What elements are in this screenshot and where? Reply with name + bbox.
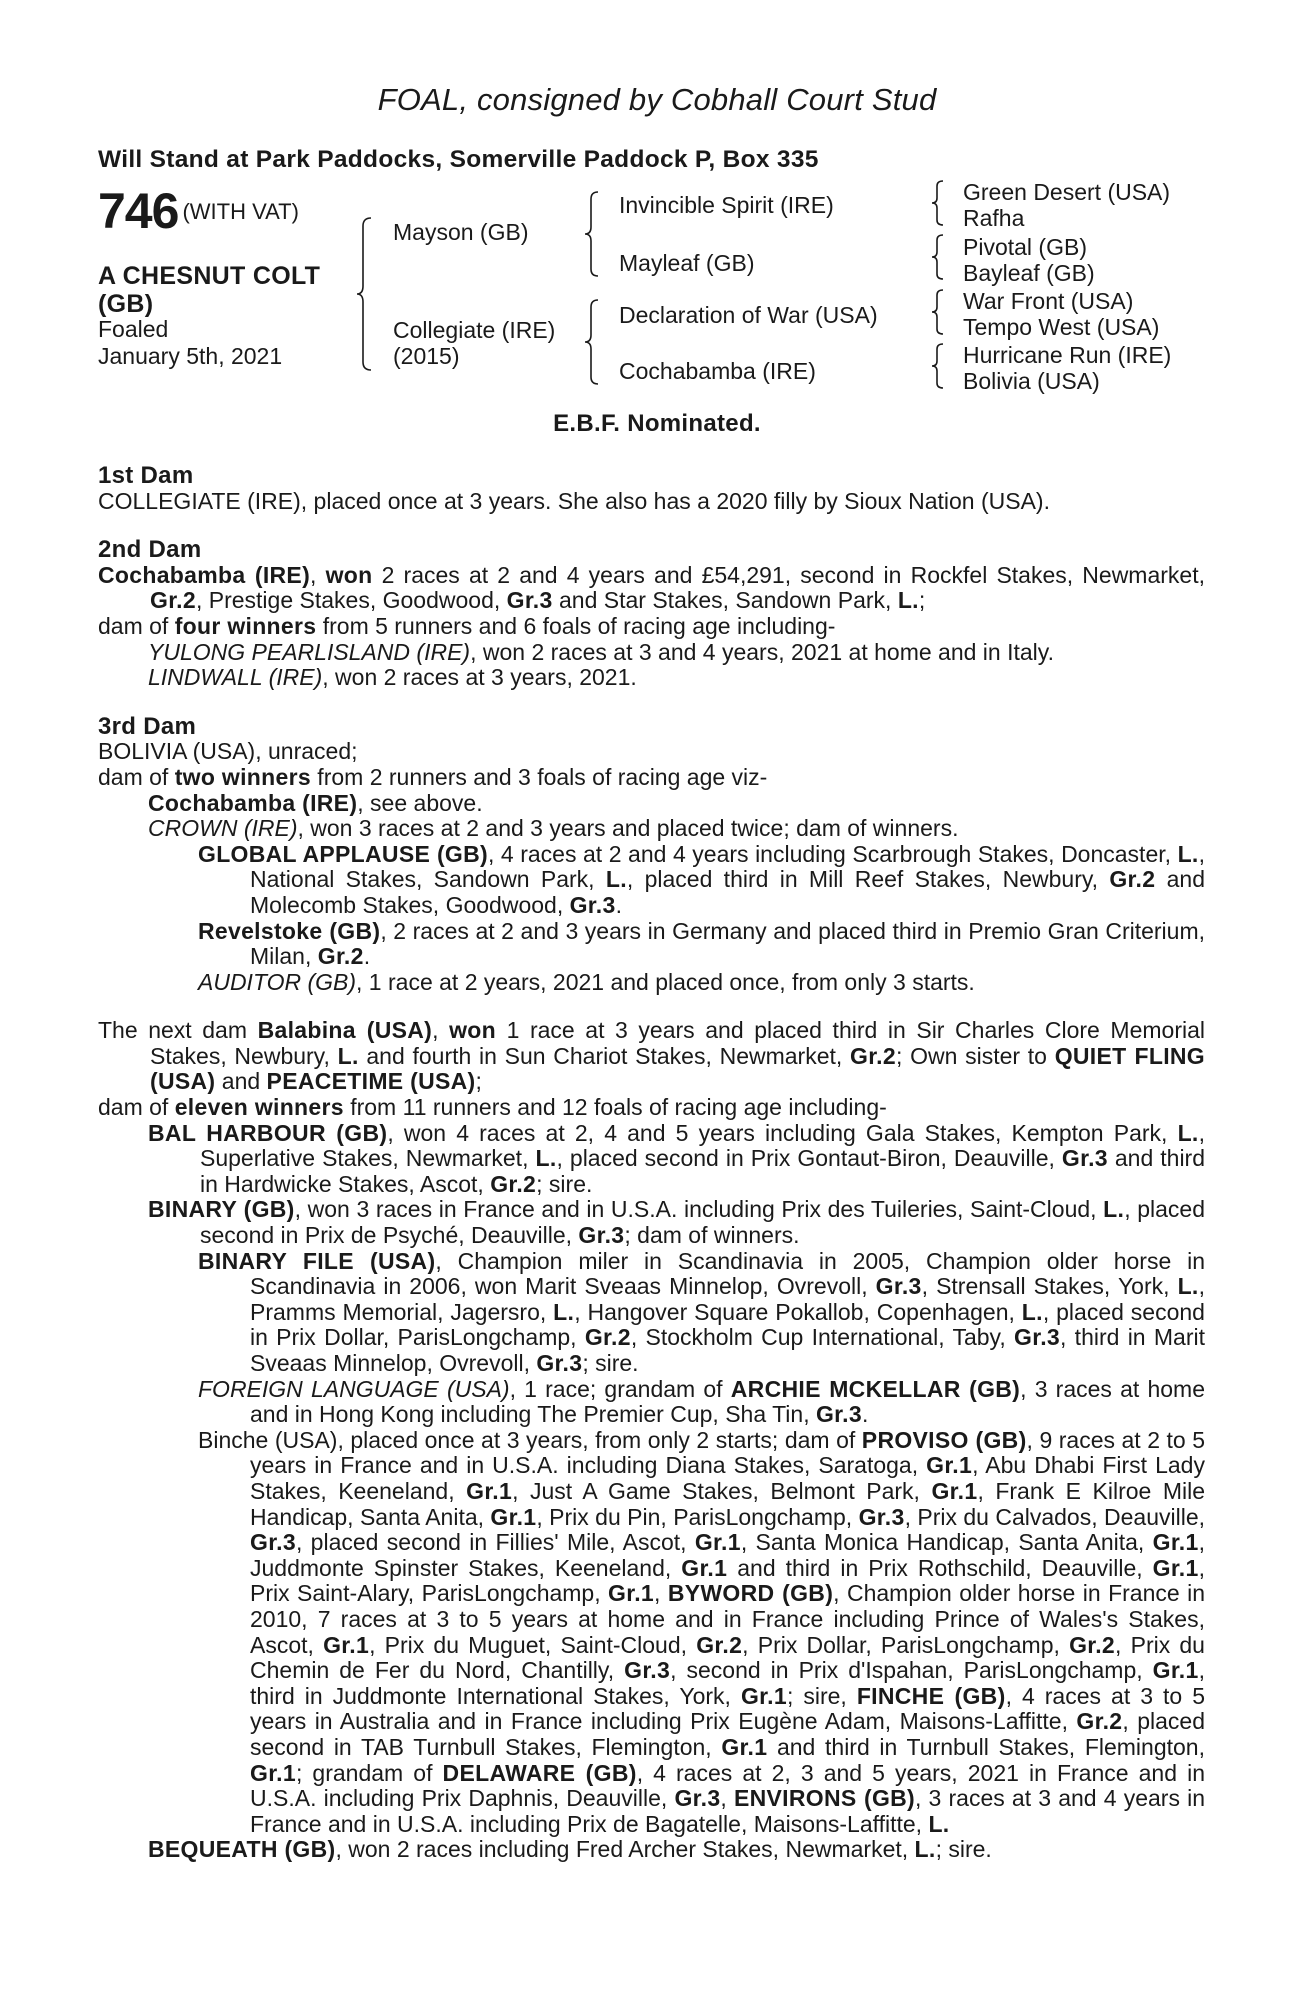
text: , placed second in Prix Dollar, ParisLongchamp, bbox=[250, 1298, 1205, 1351]
pedigree-dam-dam: Cochabamba (IRE) bbox=[619, 358, 816, 384]
pedigree-dam-sire: Declaration of War (USA) bbox=[619, 302, 878, 328]
grade: L. bbox=[1177, 840, 1199, 867]
text: ; bbox=[918, 587, 926, 614]
grade: L. bbox=[1177, 1119, 1199, 1146]
horse-name: LINDWALL (IRE) bbox=[148, 664, 323, 691]
winners-count: two winners bbox=[174, 763, 311, 790]
text: , 4 races at 2 and 4 years including Scarbrough Stakes, Doncaster, bbox=[487, 840, 1178, 867]
foaling-info bbox=[98, 316, 282, 370]
text: , Juddmonte Spinster Stakes, Keeneland, bbox=[250, 1529, 1205, 1581]
grade: Gr.1 bbox=[721, 1733, 768, 1760]
pedigree-sss: Green Desert (USA) bbox=[963, 179, 1171, 205]
grade: L. bbox=[605, 866, 627, 893]
grade: Gr.2 bbox=[850, 1042, 896, 1069]
text: from 5 runners and 6 foals of racing age including- bbox=[316, 612, 836, 639]
text: , Prestige Stakes, Goodwood, bbox=[195, 587, 507, 614]
text: , placed second in TAB Turnbull Stakes, Flemington, bbox=[250, 1708, 1205, 1760]
text: and bbox=[215, 1068, 267, 1095]
won-label: won bbox=[449, 1017, 496, 1044]
horse-name: Revelstoke (GB) bbox=[198, 917, 381, 944]
horse-description bbox=[98, 262, 320, 318]
grade: L. bbox=[1103, 1196, 1125, 1223]
text: dam of bbox=[98, 1094, 175, 1121]
pedigree-brace-sire bbox=[584, 190, 602, 278]
produce-entry bbox=[98, 919, 1205, 970]
text: , 2 races at 2 and 3 years in Germany and placed third in Premio Gran Criterium, Milan, bbox=[250, 917, 1206, 970]
second-dam-record: Cochabamba (IRE), won 2 races at 2 and 4 years and £54,291, second in Rockfel Stakes, Newmarket, Gr.2, Prestige Stakes, Goodwood, Gr.3 and Star Stakes, Sandown Park, L.; bbox=[98, 561, 1205, 614]
text: , Santa Monica Handicap, Santa Anita, bbox=[740, 1529, 1153, 1556]
pedigree-dam-year: (2015) bbox=[393, 343, 460, 369]
grade: Gr.1 bbox=[1152, 1657, 1199, 1684]
horse-sex: A CHESNUT COLT bbox=[98, 262, 321, 290]
text: , placed second in Prix Gontaut-Biron, Deauville, bbox=[556, 1145, 1062, 1172]
text: , 4 races at 2, 3 and 5 years, 2021 in France and in U.S.A. including Prix Daphnis, Deauville, bbox=[250, 1759, 1205, 1812]
text: ; sire, bbox=[786, 1682, 857, 1709]
produce-entry bbox=[98, 1197, 1205, 1248]
text: , won 2 races at 3 and 4 years, 2021 at home and in Italy. bbox=[470, 638, 1054, 665]
text: , National Stakes, Sandown Park, bbox=[250, 840, 1205, 893]
grade: Gr.1 bbox=[1152, 1529, 1199, 1556]
grade: Gr.3 bbox=[506, 587, 553, 614]
text: , Just A Game Stakes, Belmont Park, bbox=[512, 1477, 932, 1504]
horse-name: QUIET FLING (USA) bbox=[150, 1042, 1205, 1095]
grade: Gr.3 bbox=[674, 1785, 721, 1812]
pedigree-brace-dd bbox=[931, 342, 947, 390]
produce-entry bbox=[98, 1377, 1205, 1428]
text: ; dam of winners. bbox=[624, 1222, 800, 1249]
text: , won 2 races including Fred Archer Stakes, Newmarket, bbox=[335, 1836, 915, 1863]
text: , 1 race at 2 years, 2021 and placed once, from only 3 starts. bbox=[356, 968, 975, 995]
grade: L. bbox=[337, 1042, 359, 1069]
pedigree-sds: Pivotal (GB) bbox=[963, 234, 1087, 260]
text: ; sire. bbox=[536, 1170, 593, 1197]
text: and third in Turnbull Stakes, Flemington, bbox=[767, 1733, 1205, 1760]
text: dam of bbox=[98, 612, 175, 639]
text: from 2 runners and 3 foals of racing age viz- bbox=[310, 763, 768, 790]
horse-name: Cochabamba (IRE) bbox=[148, 789, 358, 816]
text: , 1 race; grandam of bbox=[509, 1375, 731, 1402]
vat-note: (WITH VAT) bbox=[182, 199, 299, 224]
horse-name: BINARY (GB) bbox=[148, 1196, 295, 1223]
pedigree-sire-sire: Invincible Spirit (IRE) bbox=[619, 192, 834, 218]
text: , won 4 races at 2, 4 and 5 years including Gala Stakes, Kempton Park, bbox=[387, 1119, 1178, 1146]
grade: Gr.1 bbox=[681, 1554, 728, 1581]
third-dam-produce bbox=[98, 765, 1205, 791]
grade: Gr.3 bbox=[1061, 1145, 1108, 1172]
text: , placed second in Fillies' Mile, Ascot, bbox=[295, 1529, 695, 1556]
horse-name: ENVIRONS (GB) bbox=[733, 1785, 915, 1812]
text: , 3 races at 3 and 4 years in France and in U.S.A. including Prix de Bagatelle, Maisons-Laffitte, bbox=[250, 1785, 1206, 1837]
text: , 4 races at 3 to 5 years in Australia and in France including Prix Eugène Adam, Maisons-Laffitte, bbox=[250, 1682, 1206, 1735]
pedigree-brace-gen1 bbox=[356, 216, 376, 372]
text: , second in Prix d'Ispahan, ParisLongchamp, bbox=[670, 1657, 1153, 1684]
grade: Gr.1 bbox=[740, 1682, 787, 1709]
horse-name: GLOBAL APPLAUSE (GB) bbox=[198, 840, 488, 867]
text: and fourth in Sun Chariot Stakes, Newmarket, bbox=[358, 1042, 850, 1069]
text: , Stockholm Cup International, Taby, bbox=[630, 1324, 1015, 1351]
grade: Gr.1 bbox=[608, 1580, 655, 1607]
text: , 9 races at 2 to 5 years in France and in U.S.A. including Diana Stakes, Saratoga, bbox=[250, 1426, 1205, 1479]
text: , third in Juddmonte International Stakes, York, bbox=[250, 1657, 1205, 1709]
text: , won 2 races at 3 years, 2021. bbox=[322, 664, 637, 691]
text: . bbox=[861, 1401, 869, 1428]
produce-entry bbox=[98, 842, 1205, 919]
text: , bbox=[432, 1017, 450, 1044]
produce-entry bbox=[98, 1249, 1205, 1377]
text: Binche (USA), placed once at 3 years, from only 2 starts; dam of bbox=[198, 1426, 862, 1453]
horse-name: AUDITOR (GB) bbox=[198, 968, 357, 995]
text: from 11 runners and 12 foals of racing age including- bbox=[343, 1094, 887, 1121]
text: , bbox=[654, 1580, 668, 1607]
grade: Gr.2 bbox=[150, 587, 196, 614]
next-dam-record bbox=[98, 1018, 1205, 1095]
pedigree-brace-ds bbox=[931, 288, 947, 336]
pedigree-dds: Hurricane Run (IRE) bbox=[963, 342, 1172, 368]
pedigree-dsd: Tempo West (USA) bbox=[963, 314, 1160, 340]
text: dam of bbox=[98, 763, 175, 790]
grade: L. bbox=[1177, 1273, 1199, 1300]
grade: Gr.3 bbox=[250, 1529, 296, 1556]
next-dam-section bbox=[98, 1018, 1205, 1863]
produce-entry bbox=[98, 1837, 1205, 1863]
grade: Gr.2 bbox=[584, 1324, 631, 1351]
pedigree-sdd: Bayleaf (GB) bbox=[963, 260, 1095, 286]
grade: Gr.2 bbox=[1076, 1708, 1123, 1735]
horse-name: BEQUEATH (GB) bbox=[148, 1836, 336, 1863]
second-dam-produce bbox=[98, 614, 1205, 640]
grade: Gr.2 bbox=[696, 1631, 743, 1658]
text: , won 3 races in France and in U.S.A. including Prix des Tuileries, Saint-Cloud, bbox=[294, 1196, 1104, 1223]
second-dam-name: Cochabamba (IRE) bbox=[98, 561, 311, 588]
first-dam-text: COLLEGIATE (IRE), placed once at 3 years. She also has a 2020 filly by Sioux Nation (USA). bbox=[98, 487, 1050, 514]
produce-entry bbox=[98, 640, 1205, 666]
first-dam-heading: 1st Dam bbox=[98, 462, 194, 489]
pedigree-sire: Mayson (GB) bbox=[393, 219, 529, 245]
text: and Star Stakes, Sandown Park, bbox=[552, 587, 898, 614]
produce-entry bbox=[98, 1121, 1205, 1198]
text: , won 3 races at 2 and 3 years and placed twice; dam of winners. bbox=[297, 815, 959, 842]
horse-name: BAL HARBOUR (GB) bbox=[148, 1119, 388, 1146]
produce-entry bbox=[98, 1428, 1205, 1838]
text: 2 races at 2 and 4 years and £54,291, second in Rockfel Stakes, Newmarket, bbox=[372, 561, 1205, 588]
text: , Pramms Memorial, Jagersro, bbox=[250, 1273, 1205, 1325]
grade: Gr.1 bbox=[694, 1529, 741, 1556]
grade: Gr.3 bbox=[569, 891, 616, 918]
foaled-date: January 5th, 2021 bbox=[98, 343, 283, 369]
grade: Gr.3 bbox=[536, 1350, 583, 1376]
text: . bbox=[615, 891, 622, 918]
text: and third in Hardwicke Stakes, Ascot, bbox=[200, 1145, 1206, 1197]
text: , Champion older horse in France in 2010, 7 races at 3 to 5 years at home and in France including Prince of Wales's Stakes, Ascot, bbox=[250, 1580, 1205, 1658]
grade: L. bbox=[897, 587, 919, 614]
grade: L. bbox=[535, 1145, 557, 1172]
next-dam-name: Balabina (USA) bbox=[257, 1017, 433, 1044]
text: . bbox=[363, 943, 371, 970]
text: , placed third in Mill Reef Stakes, Newbury, bbox=[626, 866, 1110, 893]
pedigree-brace-dam bbox=[584, 298, 602, 386]
grade: Gr.2 bbox=[490, 1170, 537, 1197]
text: , Prix Saint-Alary, ParisLongchamp, bbox=[250, 1554, 1205, 1607]
text: , bbox=[720, 1785, 734, 1812]
text: , 3 races at home and in Hong Kong including The Premier Cup, Sha Tin, bbox=[250, 1375, 1205, 1428]
text: , see above. bbox=[357, 789, 483, 816]
pedigree-brace-sd bbox=[931, 233, 947, 281]
text: , Prix du Chemin de Fer du Nord, Chantilly, bbox=[250, 1631, 1205, 1684]
text: 1 race at 3 years and placed third in Sir Charles Clore Memorial Stakes, Newbury, bbox=[150, 1017, 1205, 1069]
horse-name: DELAWARE (GB) bbox=[442, 1759, 637, 1786]
grade: L. bbox=[553, 1298, 575, 1325]
first-dam-section bbox=[98, 463, 1205, 514]
text: , third in Marit Sveaas Minnelop, Ovrevoll, bbox=[250, 1324, 1205, 1376]
grade: L. bbox=[928, 1810, 950, 1837]
pedigree-ddd: Bolivia (USA) bbox=[963, 368, 1100, 394]
grade: Gr.1 bbox=[490, 1503, 537, 1530]
lot-number: 746 bbox=[98, 183, 179, 239]
pedigree-ssd: Rafha bbox=[963, 205, 1025, 231]
text: , Superlative Stakes, Newmarket, bbox=[200, 1119, 1205, 1172]
grade: Gr.1 bbox=[466, 1477, 513, 1504]
produce-entry bbox=[98, 970, 1205, 996]
winners-count: four winners bbox=[174, 612, 317, 639]
pedigree-brace-ss bbox=[931, 179, 947, 227]
winners-count: eleven winners bbox=[174, 1094, 344, 1121]
horse-country: (GB) bbox=[98, 290, 154, 318]
foaled-label: Foaled bbox=[98, 316, 169, 342]
won-label: won bbox=[325, 561, 373, 588]
second-dam-heading: 2nd Dam bbox=[98, 536, 202, 564]
horse-name: PROVISO (GB) bbox=[861, 1426, 1027, 1453]
produce-entry bbox=[98, 791, 1205, 817]
grade: Gr.1 bbox=[931, 1477, 978, 1504]
third-dam-section bbox=[98, 714, 1205, 996]
text: ; sire. bbox=[935, 1836, 992, 1863]
text: The next dam bbox=[98, 1017, 258, 1044]
text: , Prix du Pin, ParisLongchamp, bbox=[536, 1503, 859, 1530]
grade: Gr.1 bbox=[323, 1631, 370, 1658]
grade: Gr.1 bbox=[1152, 1554, 1199, 1581]
second-dam-section bbox=[98, 537, 1205, 691]
grade: Gr.2 bbox=[1109, 866, 1156, 893]
text: , Champion miler in Scandinavia in 2005, Champion older horse in Scandinavia in 2006, won Marit Sveaas Minnelop, Ovrevoll, bbox=[250, 1247, 1205, 1300]
text: , placed second in Prix de Psyché, Deauville, bbox=[200, 1196, 1205, 1249]
grade: Gr.3 bbox=[815, 1401, 862, 1428]
grade: Gr.3 bbox=[858, 1503, 905, 1530]
text: and Molecomb Stakes, Goodwood, bbox=[250, 866, 1205, 918]
pedigree-dam: Collegiate (IRE) bbox=[393, 317, 556, 343]
text: and third in Prix Rothschild, Deauville, bbox=[727, 1554, 1153, 1581]
text: ; bbox=[475, 1068, 482, 1095]
pedigree-dss: War Front (USA) bbox=[963, 288, 1134, 314]
grade: Gr.3 bbox=[578, 1222, 625, 1249]
ebf-nomination: E.B.F. Nominated. bbox=[553, 410, 761, 437]
lot-header bbox=[98, 182, 299, 240]
horse-name: PEACETIME (USA) bbox=[266, 1068, 476, 1095]
horse-name: CROWN (IRE) bbox=[148, 815, 298, 842]
text: ; Own sister to bbox=[895, 1042, 1055, 1069]
grade: Gr.3 bbox=[624, 1657, 671, 1684]
pedigree-sire-dam: Mayleaf (GB) bbox=[619, 250, 755, 276]
next-dam-produce bbox=[98, 1095, 1205, 1121]
text: , Prix Dollar, ParisLongchamp, bbox=[742, 1631, 1070, 1658]
grade: Gr.2 bbox=[317, 943, 364, 970]
text: ; sire. bbox=[582, 1350, 639, 1376]
stand-location: Will Stand at Park Paddocks, Somerville Paddock P, Box 335 bbox=[98, 146, 819, 173]
produce-entry bbox=[98, 816, 1205, 842]
third-dam-record: BOLIVIA (USA), unraced; bbox=[98, 738, 358, 765]
grade: Gr.3 bbox=[875, 1273, 922, 1300]
text: , Abu Dhabi First Lady Stakes, Keeneland, bbox=[250, 1452, 1205, 1504]
grade: L. bbox=[1021, 1298, 1043, 1325]
text: , Frank E Kilroe Mile Handicap, Santa Anita, bbox=[250, 1477, 1205, 1530]
consignor-line: FOAL, consigned by Cobhall Court Stud bbox=[377, 82, 937, 117]
produce-record bbox=[98, 463, 1205, 1863]
horse-name: FOREIGN LANGUAGE (USA) bbox=[198, 1375, 510, 1402]
text: , Prix du Calvados, Deauville, bbox=[904, 1503, 1206, 1530]
horse-name: FINCHE (GB) bbox=[856, 1682, 1006, 1709]
text: , Hangover Square Pokallob, Copenhagen, bbox=[574, 1298, 1022, 1325]
third-dam-heading: 3rd Dam bbox=[98, 712, 197, 740]
grade: Gr.1 bbox=[250, 1759, 296, 1786]
horse-name: BINARY FILE (USA) bbox=[198, 1247, 436, 1274]
grade: Gr.1 bbox=[926, 1452, 973, 1479]
text: ; grandam of bbox=[295, 1759, 443, 1786]
text: , Prix du Muguet, Saint-Cloud, bbox=[369, 1631, 697, 1658]
grade: L. bbox=[914, 1836, 936, 1863]
horse-name: BYWORD (GB) bbox=[667, 1580, 834, 1607]
text: , Strensall Stakes, York, bbox=[921, 1273, 1178, 1300]
grade: Gr.3 bbox=[1014, 1324, 1060, 1351]
produce-entry bbox=[98, 665, 1205, 691]
grade: Gr.2 bbox=[1069, 1631, 1116, 1658]
horse-name: YULONG PEARLISLAND (IRE) bbox=[148, 638, 471, 665]
horse-name: ARCHIE MCKELLAR (GB) bbox=[730, 1375, 1021, 1402]
